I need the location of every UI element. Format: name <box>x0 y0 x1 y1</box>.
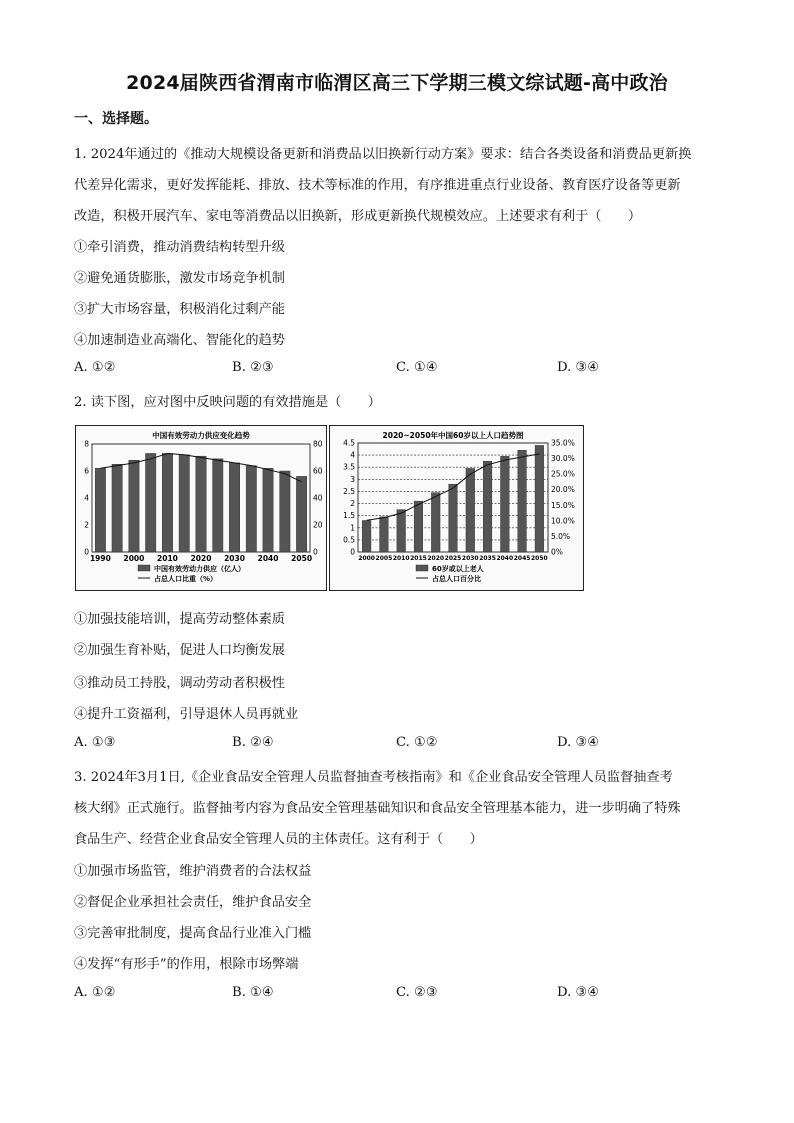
question-1-option-a[interactable]: A. ①② <box>74 360 116 375</box>
bar <box>449 484 458 552</box>
bar <box>129 460 139 552</box>
y-left-tick-label: 4.5 <box>343 438 355 448</box>
question-2-option-a[interactable]: A. ①③ <box>74 735 116 750</box>
question-2-item-1: ①加强技能培训，提高劳动整体素质 <box>74 612 285 627</box>
bar <box>397 510 406 552</box>
question-1-option-d[interactable]: D. ③④ <box>557 360 600 375</box>
elderly-population-chart-svg <box>330 426 583 590</box>
y-right-tick-label: 40 <box>313 493 323 503</box>
bar <box>501 456 510 552</box>
question-3-item-2: ②督促企业承担社会责任，维护食品安全 <box>74 895 312 910</box>
question-2-item-4: ④提升工资福利，引导退休人员再就业 <box>74 707 299 722</box>
question-3-item-3: ③完善审批制度，提高食品行业准入门槛 <box>74 926 312 941</box>
legend-bar-swatch <box>416 565 428 571</box>
labor-supply-chart <box>75 425 327 591</box>
bar <box>280 471 290 552</box>
question-1-item-1: ①牵引消费，推动消费结构转型升级 <box>74 240 285 255</box>
y-left-tick-label: 3.5 <box>343 462 355 472</box>
chart-title: 中国有效劳动力供应变化趋势 <box>152 431 250 440</box>
y-right-tick-label: 5.0% <box>551 531 571 541</box>
bar <box>466 468 475 552</box>
bar <box>246 466 256 552</box>
y-right-tick-label: 30.0% <box>551 454 575 464</box>
question-3-line-1: 3. 2024年3月1日,《企业食品安全管理人员监督抽查考核指南》和《企业食品安全管理人员监督抽查考 <box>74 770 673 785</box>
bar <box>196 456 206 552</box>
x-tick-label: 2010 <box>157 554 178 563</box>
question-2-option-b[interactable]: B. ②④ <box>232 735 274 750</box>
y-left-tick-label: 2.5 <box>343 486 355 496</box>
labor-supply-chart-svg <box>76 426 326 590</box>
y-left-tick-label: 4 <box>350 450 355 460</box>
bar <box>112 464 122 552</box>
bar <box>296 476 306 552</box>
x-tick-label: 2050 <box>291 554 313 563</box>
y-right-tick-label: 20 <box>313 520 323 530</box>
question-1-line-2: 代差异化需求，更好发挥能耗、排放、技术等标准的作用，有序推进重点行业设备、教育医疗设备等更新 <box>74 178 681 193</box>
question-2-line-1: 2. 读下图，应对图中反映问题的有效措施是（ ） <box>74 395 381 410</box>
y-right-tick-label: 0% <box>551 547 563 557</box>
question-2-option-d[interactable]: D. ③④ <box>557 735 600 750</box>
bar <box>431 493 440 552</box>
legend-line-label: 占总人口百分比 <box>432 575 481 583</box>
x-tick-label: 2030 <box>461 555 479 562</box>
y-left-tick-label: 0 <box>84 547 89 557</box>
y-right-tick-label: 25.0% <box>551 469 575 479</box>
x-tick-label: 2010 <box>392 555 410 562</box>
legend-bar-label: 中国有效劳动力供应（亿人） <box>154 565 245 573</box>
question-1-option-b[interactable]: B. ②③ <box>232 360 274 375</box>
y-right-tick-label: 10.0% <box>551 516 575 526</box>
bar <box>213 459 223 552</box>
question-1-line-1: 1. 2024年通过的《推动大规模设备更新和消费品以旧换新行动方案》要求：结合各类设备和消费品更新换 <box>74 147 692 162</box>
y-right-tick-label: 35.0% <box>551 438 575 448</box>
question-1-item-3: ③扩大市场容量，积极消化过剩产能 <box>74 302 285 317</box>
x-tick-label: 2040 <box>257 554 279 563</box>
y-right-tick-label: 15.0% <box>551 500 575 510</box>
y-right-tick-label: 60 <box>313 466 323 476</box>
question-3-option-c[interactable]: C. ②③ <box>396 985 438 1000</box>
question-1-line-3: 改造，积极开展汽车、家电等消费品以旧换新，形成更新换代规模效应。上述要求有利于（ ） <box>74 209 642 224</box>
y-left-tick-label: 0 <box>350 547 355 557</box>
chart-title: 2020~2050年中国60岁以上人口趋势图 <box>382 431 524 440</box>
legend-line-label: 占总人口比重（%） <box>154 575 218 583</box>
bar <box>518 450 527 552</box>
x-tick-label: 2000 <box>123 554 145 563</box>
x-tick-label: 2050 <box>531 555 548 562</box>
x-tick-label: 2025 <box>444 555 462 562</box>
question-3-item-1: ①加强市场监管，维护消费者的合法权益 <box>74 864 312 879</box>
bar <box>380 517 389 552</box>
question-3-option-a[interactable]: A. ①② <box>74 985 116 1000</box>
x-tick-label: 2040 <box>496 555 514 562</box>
elderly-population-chart <box>329 425 584 591</box>
question-2-item-2: ②加强生育补贴，促进人口均衡发展 <box>74 643 285 658</box>
x-tick-label: 2000 <box>358 555 375 562</box>
bar <box>145 453 155 552</box>
x-tick-label: 2045 <box>513 555 531 562</box>
x-tick-label: 2020 <box>427 555 445 562</box>
y-left-tick-label: 6 <box>84 466 89 476</box>
bar <box>95 468 105 552</box>
bar <box>179 455 189 552</box>
bar <box>362 521 371 552</box>
question-1-item-4: ④加速制造业高端化、智能化的趋势 <box>74 333 285 348</box>
bar <box>535 445 544 552</box>
x-tick-label: 2020 <box>190 554 212 563</box>
y-left-tick-label: 8 <box>84 439 89 449</box>
bar <box>229 463 239 552</box>
legend-bar-label: 60岁或以上老人 <box>432 565 484 573</box>
bar <box>483 461 492 552</box>
question-1-item-2: ②避免通货膨胀，激发市场竞争机制 <box>74 271 285 286</box>
y-right-tick-label: 80 <box>313 439 323 449</box>
bar <box>414 501 423 552</box>
question-3-option-d[interactable]: D. ③④ <box>557 985 600 1000</box>
y-left-tick-label: 1.5 <box>343 511 355 521</box>
y-left-tick-label: 4 <box>84 493 89 503</box>
y-left-tick-label: 3 <box>350 474 355 484</box>
question-3-line-3: 食品生产、经营企业食品安全管理人员的主体责任。这有利于（ ） <box>74 832 483 847</box>
y-right-tick-label: 20.0% <box>551 485 575 495</box>
question-3-option-b[interactable]: B. ①④ <box>232 985 274 1000</box>
document-title: 2024届陕西省渭南市临渭区高三下学期三模文综试题-高中政治 <box>126 72 668 94</box>
x-tick-label: 2015 <box>410 555 427 562</box>
bar <box>162 453 172 552</box>
y-left-tick-label: 0.5 <box>343 535 355 545</box>
question-2-item-3: ③推动员工持股，调动劳动者积极性 <box>74 676 285 691</box>
question-3-line-2: 核大纲》正式施行。监督抽考内容为食品安全管理基础知识和食品安全管理基本能力，进一步明确了特殊 <box>74 801 681 816</box>
question-1-option-c[interactable]: C. ①④ <box>396 360 438 375</box>
section-heading: 一、选择题。 <box>74 111 158 127</box>
y-left-tick-label: 2 <box>84 520 89 530</box>
question-2-option-c[interactable]: C. ①② <box>396 735 438 750</box>
x-tick-label: 2035 <box>479 555 496 562</box>
x-tick-label: 2030 <box>224 554 245 563</box>
y-right-tick-label: 0 <box>313 547 318 557</box>
x-tick-label: 1990 <box>89 554 111 563</box>
y-left-tick-label: 1 <box>350 523 355 533</box>
question-3-item-4: ④发挥“有形手”的作用，根除市场弊端 <box>74 957 299 972</box>
bar <box>263 468 273 552</box>
y-left-tick-label: 2 <box>350 499 355 509</box>
legend-bar-swatch <box>138 565 150 571</box>
x-tick-label: 2005 <box>375 555 393 562</box>
